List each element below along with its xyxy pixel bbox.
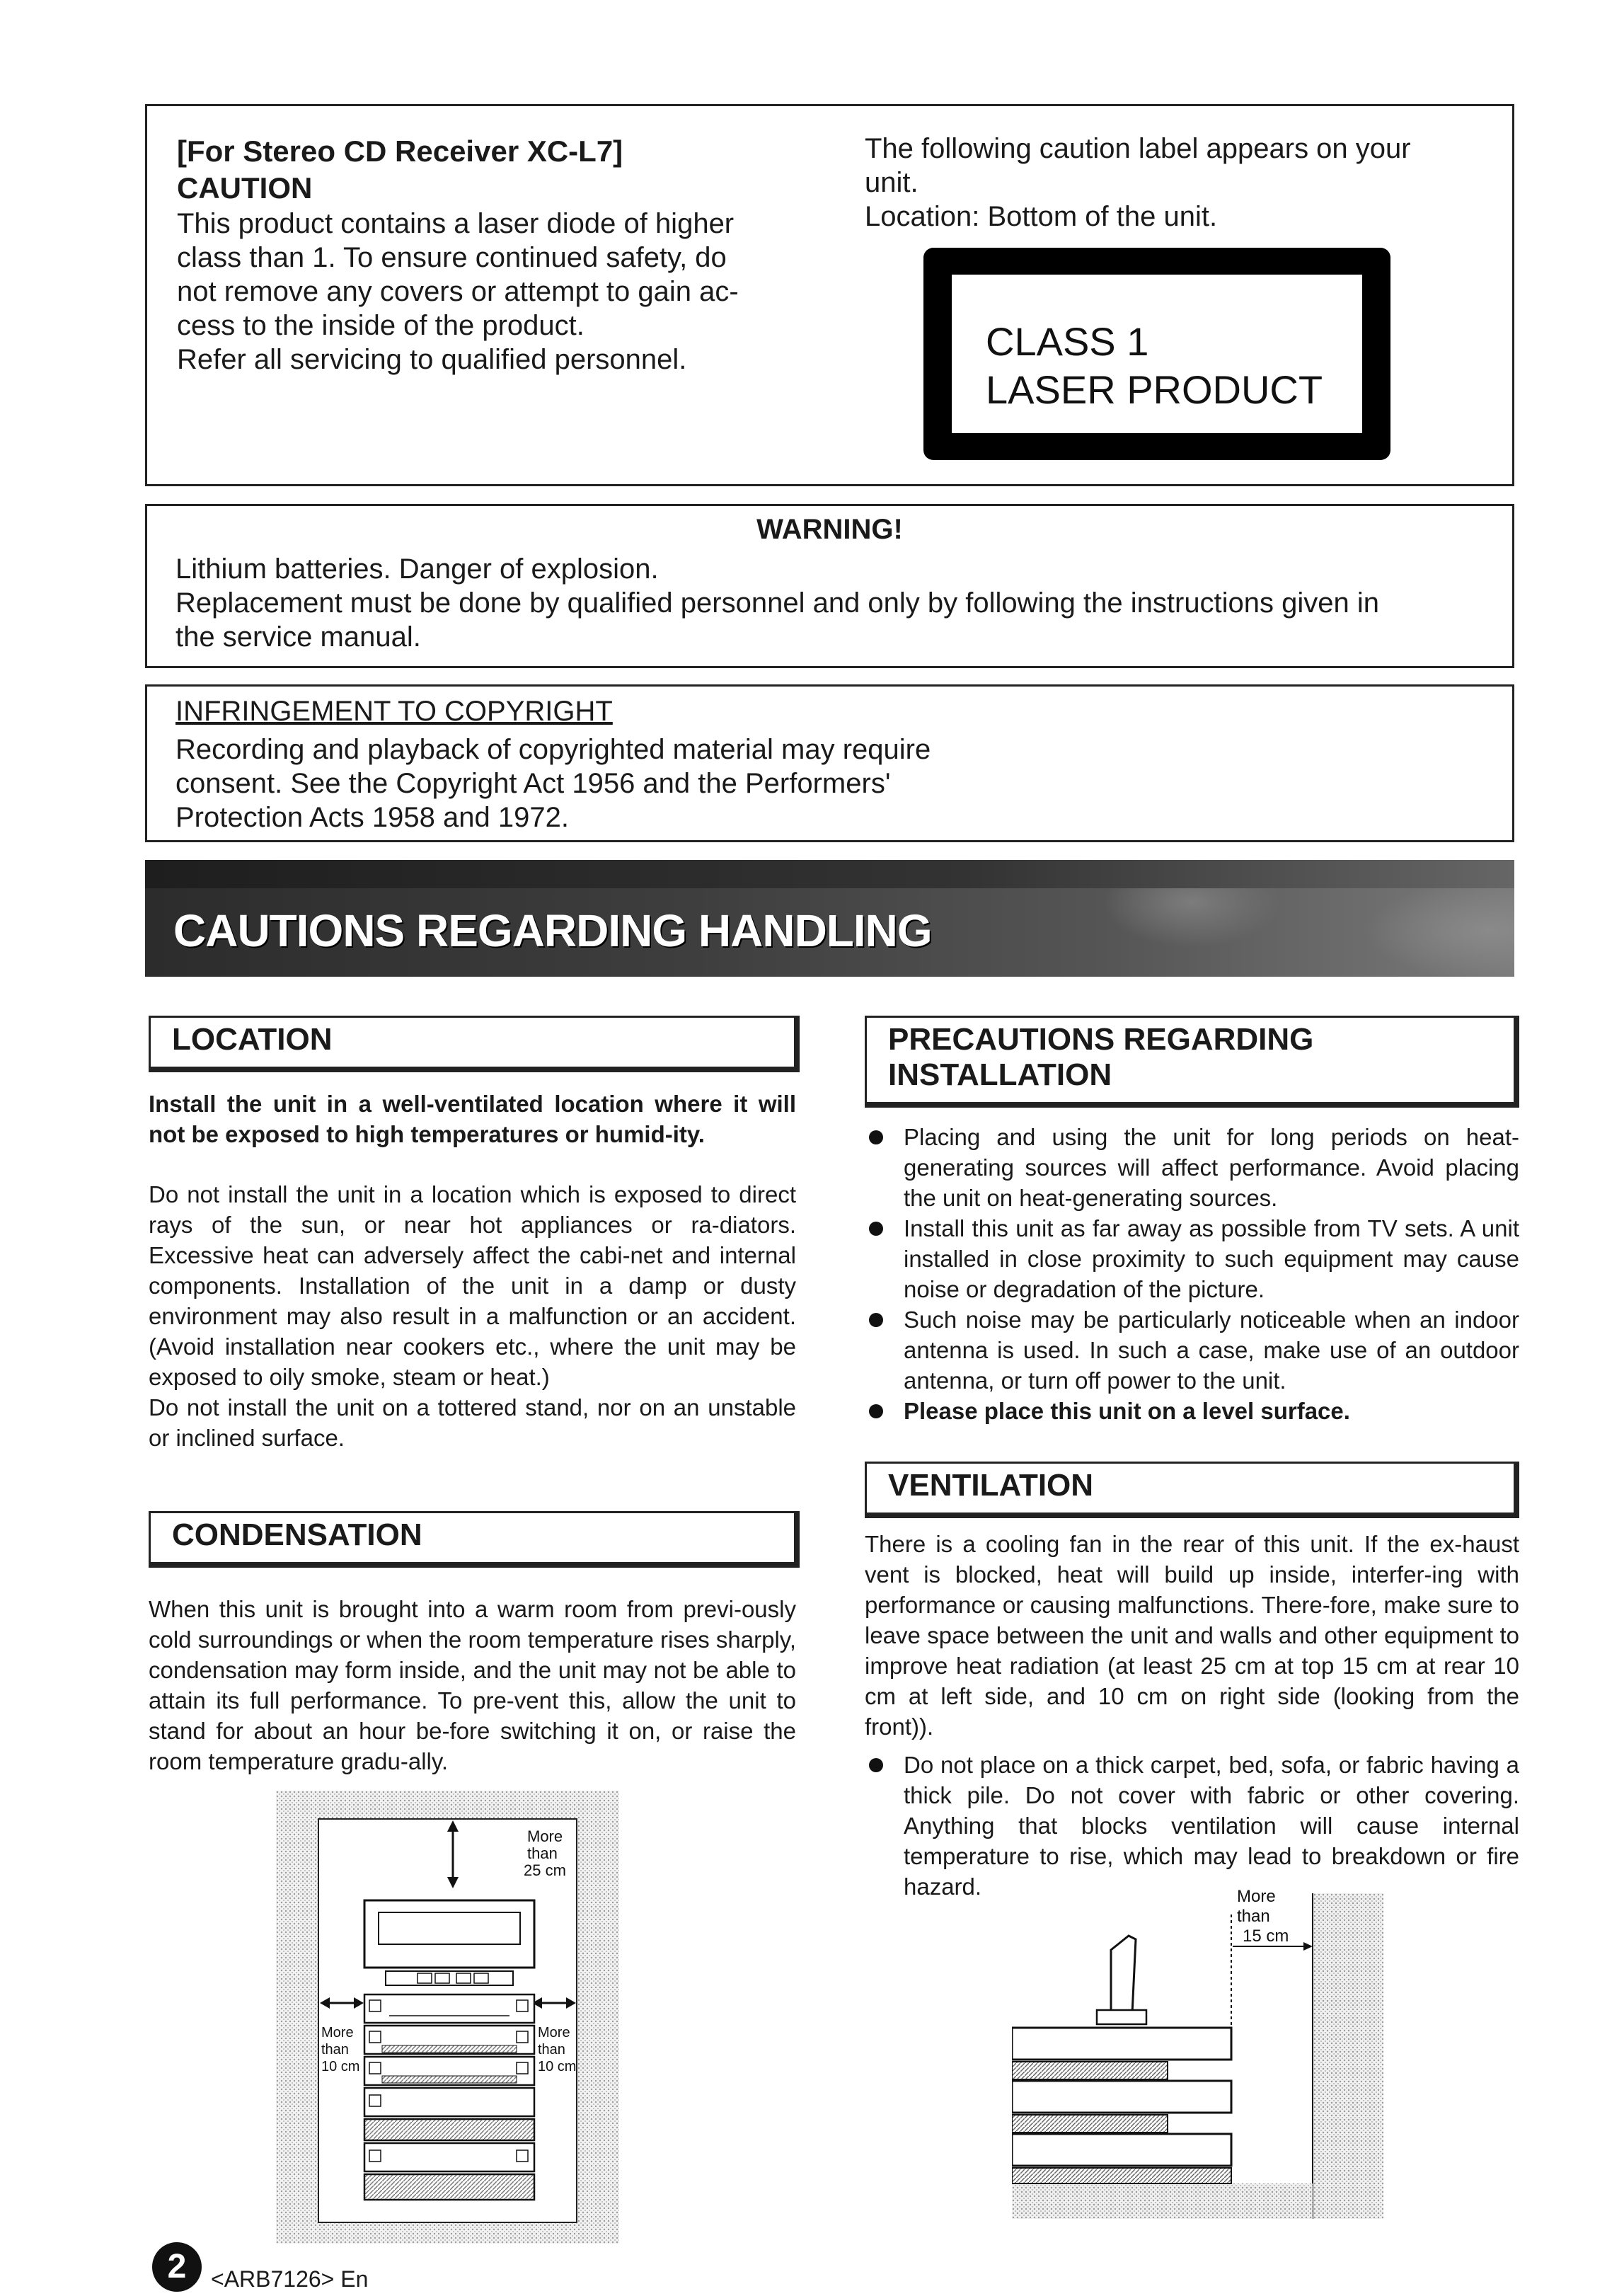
precautions-heading-line: PRECAUTIONS REGARDING [888,1022,1314,1057]
banner-title: CAUTIONS REGARDING HANDLING [173,905,932,956]
caution-line: Refer all servicing to qualified personnel. [177,344,687,375]
caution-text-block [177,133,800,377]
caution-line: This product contains a laser diode of higher [177,208,735,239]
ventilation-heading: VENTILATION [865,1462,1519,1518]
condensation-heading: CONDENSATION [149,1511,800,1568]
list-item: Install this unit as far away as possible from TV sets. A unit installed in close proximity to such equipment may cause noise or degradation of the picture. [865,1213,1519,1304]
location-lead: Install the unit in a well-ventilated location where it will not be exposed to high temperatures or humid-ity. [149,1091,796,1147]
copyright-line: consent. See the Copyright Act 1956 and the Performers' [175,768,891,799]
label-line: The following caution label appears on your [865,133,1411,164]
location-paragraph: Do not install the unit in a location which is exposed to direct rays of the sun, or near hot appliances or ra-diators. Excessive heat can adversely affect the cabi-net and internal components. Installation of the unit in a damp or dusty environment may also result in a malfunction or an accident. (Avoid installation near cookers etc., where the unit may be exposed to oily smoke, steam or heat.) [149,1181,796,1390]
laser-class-text: CLASS 1 [986,319,1149,364]
section-banner [145,860,1514,977]
caution-line: cess to the inside of the product. [177,310,584,341]
copyright-title: INFRINGEMENT TO COPYRIGHT [175,696,613,727]
ventilation-body: There is a cooling fan in the rear of this unit. If the ex-haust vent is blocked, heat will build up inside, interfer-ing with performance or causing malfunctions. There-fore, make sure to leave space between the unit and walls and other equipment to improve heat radiation (at least 25 cm at top 15 cm at rear 10 cm at left side, and 10 cm on right side (looking from the front)). [865,1531,1519,1740]
label-line: Location: Bottom of the unit. [865,201,1218,232]
copyright-text [175,733,1025,834]
page-number-badge: 2 [152,2242,202,2292]
list-item: Please place this unit on a level surface. [865,1396,1519,1426]
location-heading: LOCATION [149,1016,800,1072]
precautions-heading-line: INSTALLATION [888,1057,1112,1092]
top-distance-label: 25 cm [524,1861,566,1879]
location-paragraph: Do not install the unit on a tottered stand, nor on an unstable or inclined surface. [149,1394,796,1451]
copyright-line: Recording and playback of copyrighted material may require [175,734,931,765]
label-location-text [865,132,1487,234]
laser-product-label [923,248,1390,460]
location-body [149,1179,796,1453]
left-than-label: than [321,2042,349,2057]
list-item: Do not place on a thick carpet, bed, sofa, or fabric having a thick pile. Do not cover with fabric or other covering. Anything that blocks ventilation will cause internal temperature to rise, which may lead to breakdown or fire hazard. [865,1750,1519,1902]
right-more-label: More [538,2025,570,2040]
caution-heading: CAUTION [177,171,313,205]
warning-line: the service manual. [175,621,421,653]
warning-line: Lithium batteries. Danger of explosion. [175,553,659,585]
condensation-body: When this unit is brought into a warm room from previ-ously cold surroundings or when the room temperature rises sharply, condensation may form inside, and the unit may not be able to attain its full performance. To pre-vent this, allow the unit to stand for about an hour be-fore switching it on, or raise the room temperature gradu-ally. [149,1596,796,1774]
warning-title: WARNING! [756,514,903,545]
caution-line: class than 1. To ensure continued safety, do [177,242,727,273]
model-title: [For Stereo CD Receiver XC-L7] [177,134,623,168]
list-item: Placing and using the unit for long periods on heat-generating sources will affect performance. Avoid placing the unit on heat-generating sources. [865,1122,1519,1213]
rear-more-label: More [1237,1887,1276,1906]
rear-distance-label: 15 cm [1243,1927,1289,1946]
right-distance-label: 10 cm [538,2059,577,2074]
precautions-heading [865,1016,1519,1108]
rear-clearance-illustration [1012,1872,1383,2219]
top-than-label: than [527,1844,558,1862]
stack-clearance-illustration [276,1791,619,2244]
caution-line: not remove any covers or attempt to gain ac- [177,276,739,307]
laser-product-text: LASER PRODUCT [986,367,1323,412]
copyright-line: Protection Acts 1958 and 1972. [175,802,569,833]
precautions-list [865,1122,1519,1426]
document-code: <ARB7126> En [211,2266,369,2292]
list-item: Such noise may be particularly noticeable when an indoor antenna is used. In such a case, make use of an outdoor antenna, or turn off power to the unit. [865,1304,1519,1396]
top-more-label: More [527,1827,563,1845]
right-than-label: than [538,2042,565,2057]
warning-line: Replacement must be done by qualified personnel and only by following the instructions given in [175,587,1380,619]
left-distance-label: 10 cm [321,2059,360,2074]
warning-text [175,552,1499,654]
label-line: unit. [865,167,918,198]
left-more-label: More [321,2025,354,2040]
rear-than-label: than [1237,1907,1270,1926]
